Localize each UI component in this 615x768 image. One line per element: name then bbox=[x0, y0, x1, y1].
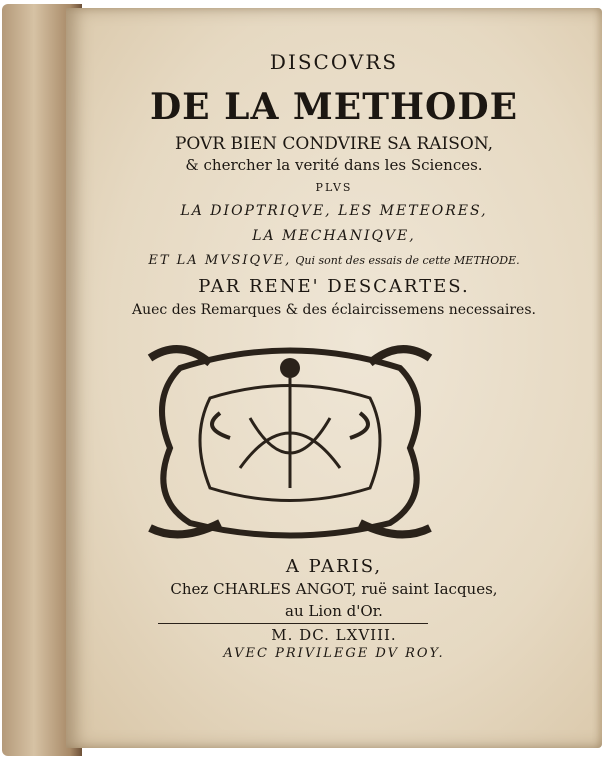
title-musique bbox=[66, 253, 602, 268]
title-subtitle-2: & chercher la verité dans les Sciences. bbox=[185, 156, 483, 174]
title-musique-rest: Qui sont des essais de cette METHODE. bbox=[295, 254, 520, 267]
title-mechanique: LA MECHANIQVE, bbox=[252, 228, 416, 244]
title-musique-italic: ET LA MVSIQVE, bbox=[148, 253, 292, 268]
title-subtitle: POVR BIEN CONDVIRE SA RAISON, bbox=[174, 134, 494, 154]
title-main: DE LA METHODE bbox=[149, 86, 519, 128]
title-dioptrique: LA DIOPTRIQVE, LES METEORES, bbox=[180, 203, 488, 219]
title-page bbox=[66, 8, 602, 748]
divider-rule bbox=[158, 623, 428, 624]
title-plus: PLVS bbox=[315, 181, 353, 194]
imprint-year: M. DC. LXVIII. bbox=[271, 626, 397, 644]
imprint-sign: au Lion d'Or. bbox=[285, 602, 383, 620]
remarks-line: Auec des Remarques & des éclaircissemens necessaires. bbox=[132, 302, 536, 318]
imprint-privilege: AVEC PRIVILEGE DV ROY. bbox=[223, 646, 445, 661]
title-discours: DISCOVRS bbox=[269, 50, 399, 74]
imprint-publisher: Chez CHARLES ANGOT, ruë saint Iacques, bbox=[170, 580, 498, 598]
author-line: PAR RENE' DESCARTES. bbox=[198, 276, 470, 297]
imprint-city: A PARIS, bbox=[285, 556, 383, 577]
printers-ornament bbox=[140, 338, 440, 543]
